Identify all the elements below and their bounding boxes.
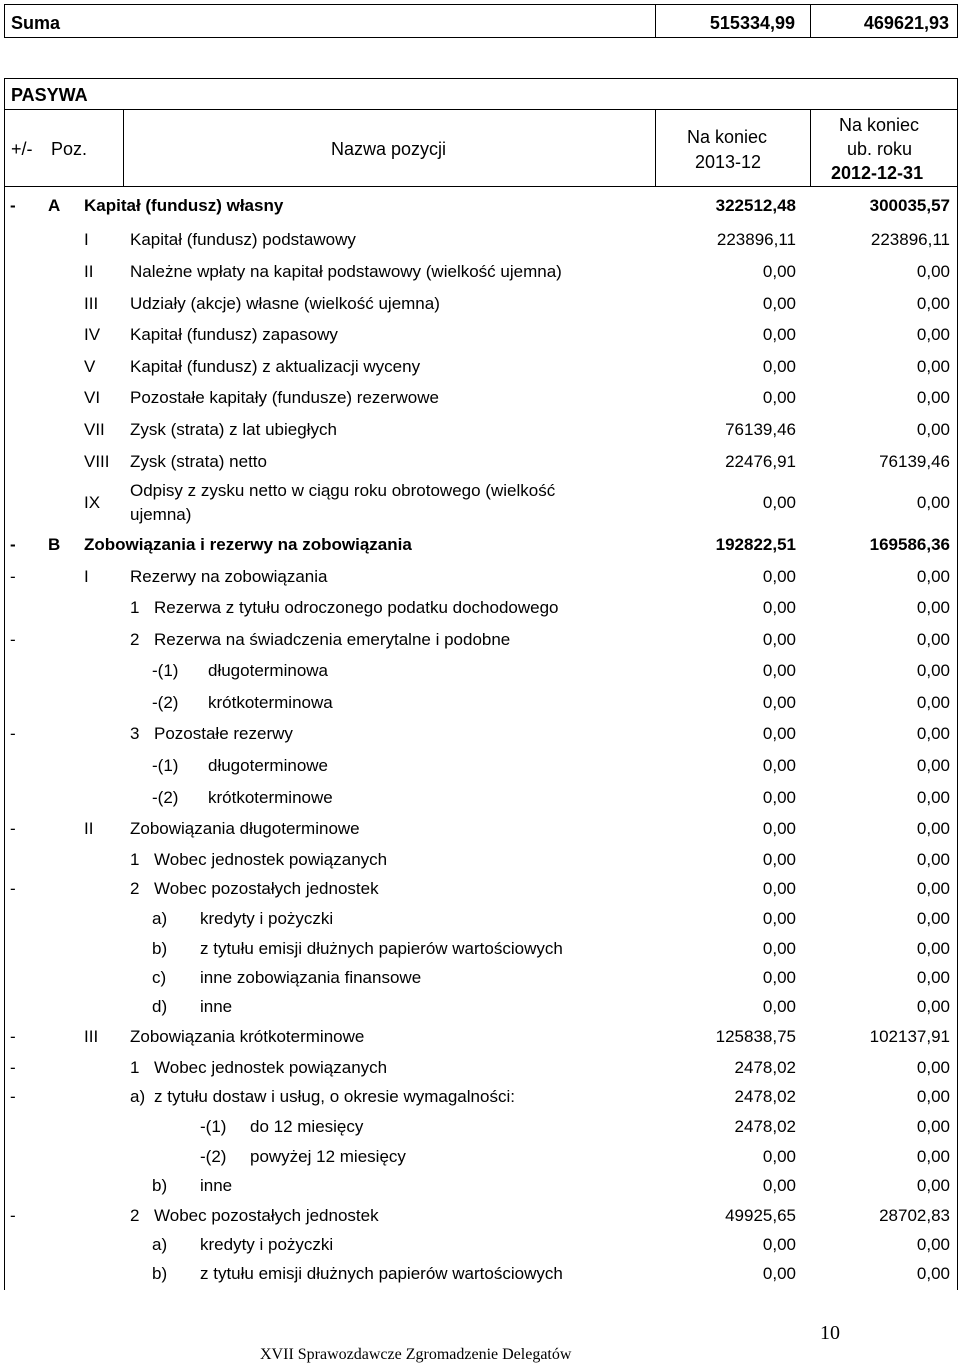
header-col1-line1: Na koniec [687, 127, 768, 147]
row-position: II [84, 262, 94, 281]
row-name: Udziały (akcje) własne (wielkość ujemna) [130, 294, 440, 313]
header-col2-line1: Na koniec [839, 115, 920, 135]
row-value-current: 0,00 [762, 325, 796, 344]
header-col-divider-2 [655, 109, 656, 186]
row-name: długoterminowe [208, 756, 329, 775]
row-value-previous: 0,00 [916, 294, 950, 313]
row-value-previous: 0,00 [916, 661, 950, 680]
row-value-previous: 0,00 [916, 909, 950, 928]
row-name: Pozostałe rezerwy [154, 724, 293, 743]
row-position: B [48, 535, 61, 554]
row-name: Wobec pozostałych jednostek [154, 1206, 379, 1225]
row-name: Wobec jednostek powiązanych [154, 1058, 388, 1077]
row-sign: - [10, 630, 16, 649]
row-value-previous: 0,00 [916, 567, 950, 586]
row-name: Rezerwa z tytułu odroczonego podatku dochodowego [154, 598, 559, 617]
row-sign: - [10, 879, 16, 898]
row-sign: - [10, 567, 16, 586]
row-value-current: 0,00 [762, 493, 796, 512]
row-name: długoterminowa [208, 661, 329, 680]
row-name: Zobowiązania i rezerwy na zobowiązania [84, 535, 412, 554]
row-value-current: 0,00 [762, 909, 796, 928]
row-value-previous: 0,00 [916, 420, 950, 439]
row-sign: - [10, 535, 16, 554]
row-value-current: 0,00 [762, 997, 796, 1016]
header-col-divider-1 [123, 109, 124, 186]
row-position: VIII [84, 452, 110, 471]
row-name: powyżej 12 miesięcy [250, 1147, 406, 1166]
row-position: III [84, 294, 99, 313]
row-sign: - [10, 1027, 16, 1046]
row-name: Należne wpłaty na kapitał podstawowy (wielkość ujemna) [130, 262, 562, 281]
row-name: inne [200, 1176, 233, 1195]
row-name: kredyty i pożyczki [200, 1235, 334, 1254]
row-value-previous: 0,00 [916, 1235, 950, 1254]
row-name: z tytułu emisji dłużnych papierów wartościowych [200, 939, 563, 958]
row-position: VII [84, 420, 105, 439]
row-position: 1 [130, 598, 140, 617]
row-position: a) [152, 909, 168, 928]
footer-text: XVII Sprawozdawcze Zgromadzenie Delegatów [260, 1346, 572, 1363]
row-value-previous: 0,00 [916, 262, 950, 281]
row-position: -(2) [152, 693, 179, 712]
row-value-previous: 0,00 [916, 939, 950, 958]
row-value-current: 192822,51 [715, 535, 796, 554]
row-value-current: 0,00 [762, 724, 796, 743]
header-col1-line2: 2013-12 [695, 152, 762, 172]
row-name: krótkoterminowa [208, 693, 333, 712]
row-value-current: 0,00 [762, 661, 796, 680]
row-position: -(1) [200, 1117, 227, 1136]
row-value-current: 322512,48 [715, 196, 796, 215]
row-value-current: 0,00 [762, 968, 796, 987]
header-bottom-line [4, 186, 958, 187]
row-name-continued: ujemna) [130, 505, 192, 524]
row-value-previous: 0,00 [916, 997, 950, 1016]
row-value-current: 0,00 [762, 850, 796, 869]
row-value-previous: 0,00 [916, 388, 950, 407]
row-value-current: 2478,02 [734, 1058, 796, 1077]
row-position: V [84, 357, 96, 376]
row-value-current: 0,00 [762, 598, 796, 617]
row-value-previous: 0,00 [916, 968, 950, 987]
row-value-current: 223896,11 [716, 230, 796, 249]
row-name: Odpisy z zysku netto w ciągu roku obrotowego (wielkość [130, 481, 556, 500]
row-position: 1 [130, 1058, 140, 1077]
row-value-previous: 0,00 [916, 630, 950, 649]
table-right-border [957, 186, 958, 1290]
row-name: kredyty i pożyczki [200, 909, 334, 928]
row-value-current: 2478,02 [734, 1117, 796, 1136]
row-sign: - [10, 196, 16, 215]
row-position: 2 [130, 1206, 140, 1225]
row-position: IV [84, 325, 101, 344]
row-position: a) [130, 1087, 146, 1106]
row-value-previous: 0,00 [916, 693, 950, 712]
row-value-previous: 0,00 [916, 1087, 950, 1106]
row-sign: - [10, 819, 16, 838]
row-value-previous: 0,00 [916, 850, 950, 869]
row-value-current: 0,00 [762, 1264, 796, 1283]
row-value-previous: 300035,57 [869, 196, 950, 215]
row-value-current: 0,00 [762, 1235, 796, 1254]
suma-value-previous: 469621,93 [863, 13, 949, 33]
header-col2-line3: 2012-12-31 [831, 163, 924, 183]
row-value-current: 0,00 [762, 262, 796, 281]
row-position: d) [152, 997, 168, 1016]
header-sign: +/- [11, 139, 33, 159]
row-position: 3 [130, 724, 140, 743]
row-value-current: 0,00 [762, 630, 796, 649]
row-position: I [84, 567, 89, 586]
row-value-current: 0,00 [762, 756, 796, 775]
row-value-previous: 0,00 [916, 819, 950, 838]
row-name: Zysk (strata) netto [130, 452, 267, 471]
row-value-current: 0,00 [762, 357, 796, 376]
row-name: krótkoterminowe [208, 788, 333, 807]
row-name: Pozostałe kapitały (fundusze) rezerwowe [130, 388, 439, 407]
row-position: III [84, 1027, 99, 1046]
row-value-previous: 0,00 [916, 1147, 950, 1166]
row-value-current: 0,00 [762, 819, 796, 838]
header-poz: Poz. [51, 139, 88, 159]
row-value-current: 0,00 [762, 939, 796, 958]
row-position: 1 [130, 850, 140, 869]
row-name: inne [200, 997, 233, 1016]
row-value-previous: 0,00 [916, 756, 950, 775]
row-position: -(2) [152, 788, 179, 807]
row-value-current: 76139,46 [725, 420, 796, 439]
suma-divider-1 [655, 5, 656, 37]
row-value-current: 0,00 [762, 693, 796, 712]
row-position: A [48, 196, 61, 215]
row-value-previous: 0,00 [916, 1117, 950, 1136]
suma-row [4, 4, 958, 38]
row-value-previous: 0,00 [916, 879, 950, 898]
row-value-current: 0,00 [762, 294, 796, 313]
row-name: z tytułu emisji dłużnych papierów wartościowych [200, 1264, 563, 1283]
row-name: Kapitał (fundusz) podstawowy [130, 230, 356, 249]
row-position: b) [152, 1176, 168, 1195]
row-value-current: 22476,91 [725, 452, 796, 471]
row-value-current: 0,00 [762, 879, 796, 898]
row-name: Kapitał (fundusz) własny [84, 196, 284, 215]
table-left-border [4, 186, 5, 1290]
header-col2-line2: ub. roku [847, 139, 913, 159]
row-name: Kapitał (fundusz) zapasowy [130, 325, 338, 344]
table-header [4, 78, 958, 186]
row-position: a) [152, 1235, 168, 1254]
row-position: b) [152, 1264, 168, 1283]
row-value-previous: 0,00 [916, 788, 950, 807]
row-position: IX [84, 493, 101, 512]
row-value-current: 49925,65 [725, 1206, 796, 1225]
header-col-divider-3 [810, 109, 811, 186]
row-value-previous: 0,00 [916, 1058, 950, 1077]
section-title: PASYWA [11, 85, 88, 105]
row-name: z tytułu dostaw i usług, o okresie wymagalności: [154, 1087, 515, 1106]
row-value-current: 0,00 [762, 567, 796, 586]
row-value-previous: 0,00 [916, 325, 950, 344]
row-position: 2 [130, 630, 140, 649]
row-value-current: 0,00 [762, 1147, 796, 1166]
row-value-previous: 102137,91 [869, 1027, 950, 1046]
row-value-previous: 28702,83 [879, 1206, 950, 1225]
row-position: -(1) [152, 661, 179, 680]
header-name: Nazwa pozycji [331, 139, 447, 159]
row-value-previous: 223896,11 [870, 230, 950, 249]
row-name: Kapitał (fundusz) z aktualizacji wyceny [130, 357, 421, 376]
row-position: 2 [130, 879, 140, 898]
row-position: II [84, 819, 94, 838]
row-name: Rezerwa na świadczenia emerytalne i podobne [154, 630, 511, 649]
row-name: Wobec jednostek powiązanych [154, 850, 388, 869]
row-value-previous: 0,00 [916, 1176, 950, 1195]
row-name: Wobec pozostałych jednostek [154, 879, 379, 898]
row-name: Zysk (strata) z lat ubiegłych [130, 420, 337, 439]
row-name: Rezerwy na zobowiązania [130, 567, 328, 586]
row-value-current: 0,00 [762, 388, 796, 407]
row-sign: - [10, 1087, 16, 1106]
row-sign: - [10, 1206, 16, 1225]
row-sign: - [10, 1058, 16, 1077]
row-position: VI [84, 388, 101, 407]
suma-label: Suma [11, 13, 61, 33]
row-sign: - [10, 724, 16, 743]
row-value-previous: 76139,46 [879, 452, 950, 471]
row-position: b) [152, 939, 168, 958]
header-divider [5, 109, 957, 110]
row-value-current: 0,00 [762, 788, 796, 807]
suma-divider-2 [810, 5, 811, 37]
row-position: -(1) [152, 756, 179, 775]
row-position: c) [152, 968, 167, 987]
row-value-previous: 0,00 [916, 1264, 950, 1283]
suma-value-current: 515334,99 [709, 13, 795, 33]
row-name: Zobowiązania krótkoterminowe [130, 1027, 365, 1046]
row-value-current: 125838,75 [715, 1027, 796, 1046]
row-position: -(2) [200, 1147, 227, 1166]
row-value-current: 2478,02 [734, 1087, 796, 1106]
row-value-previous: 0,00 [916, 493, 950, 512]
row-name: inne zobowiązania finansowe [200, 968, 422, 987]
row-value-previous: 169586,36 [869, 535, 950, 554]
row-name: Zobowiązania długoterminowe [130, 819, 360, 838]
row-position: I [84, 230, 89, 249]
row-value-previous: 0,00 [916, 598, 950, 617]
page-number: 10 [820, 1322, 840, 1344]
row-value-current: 0,00 [762, 1176, 796, 1195]
row-name: do 12 miesięcy [250, 1117, 364, 1136]
row-value-previous: 0,00 [916, 724, 950, 743]
row-value-previous: 0,00 [916, 357, 950, 376]
